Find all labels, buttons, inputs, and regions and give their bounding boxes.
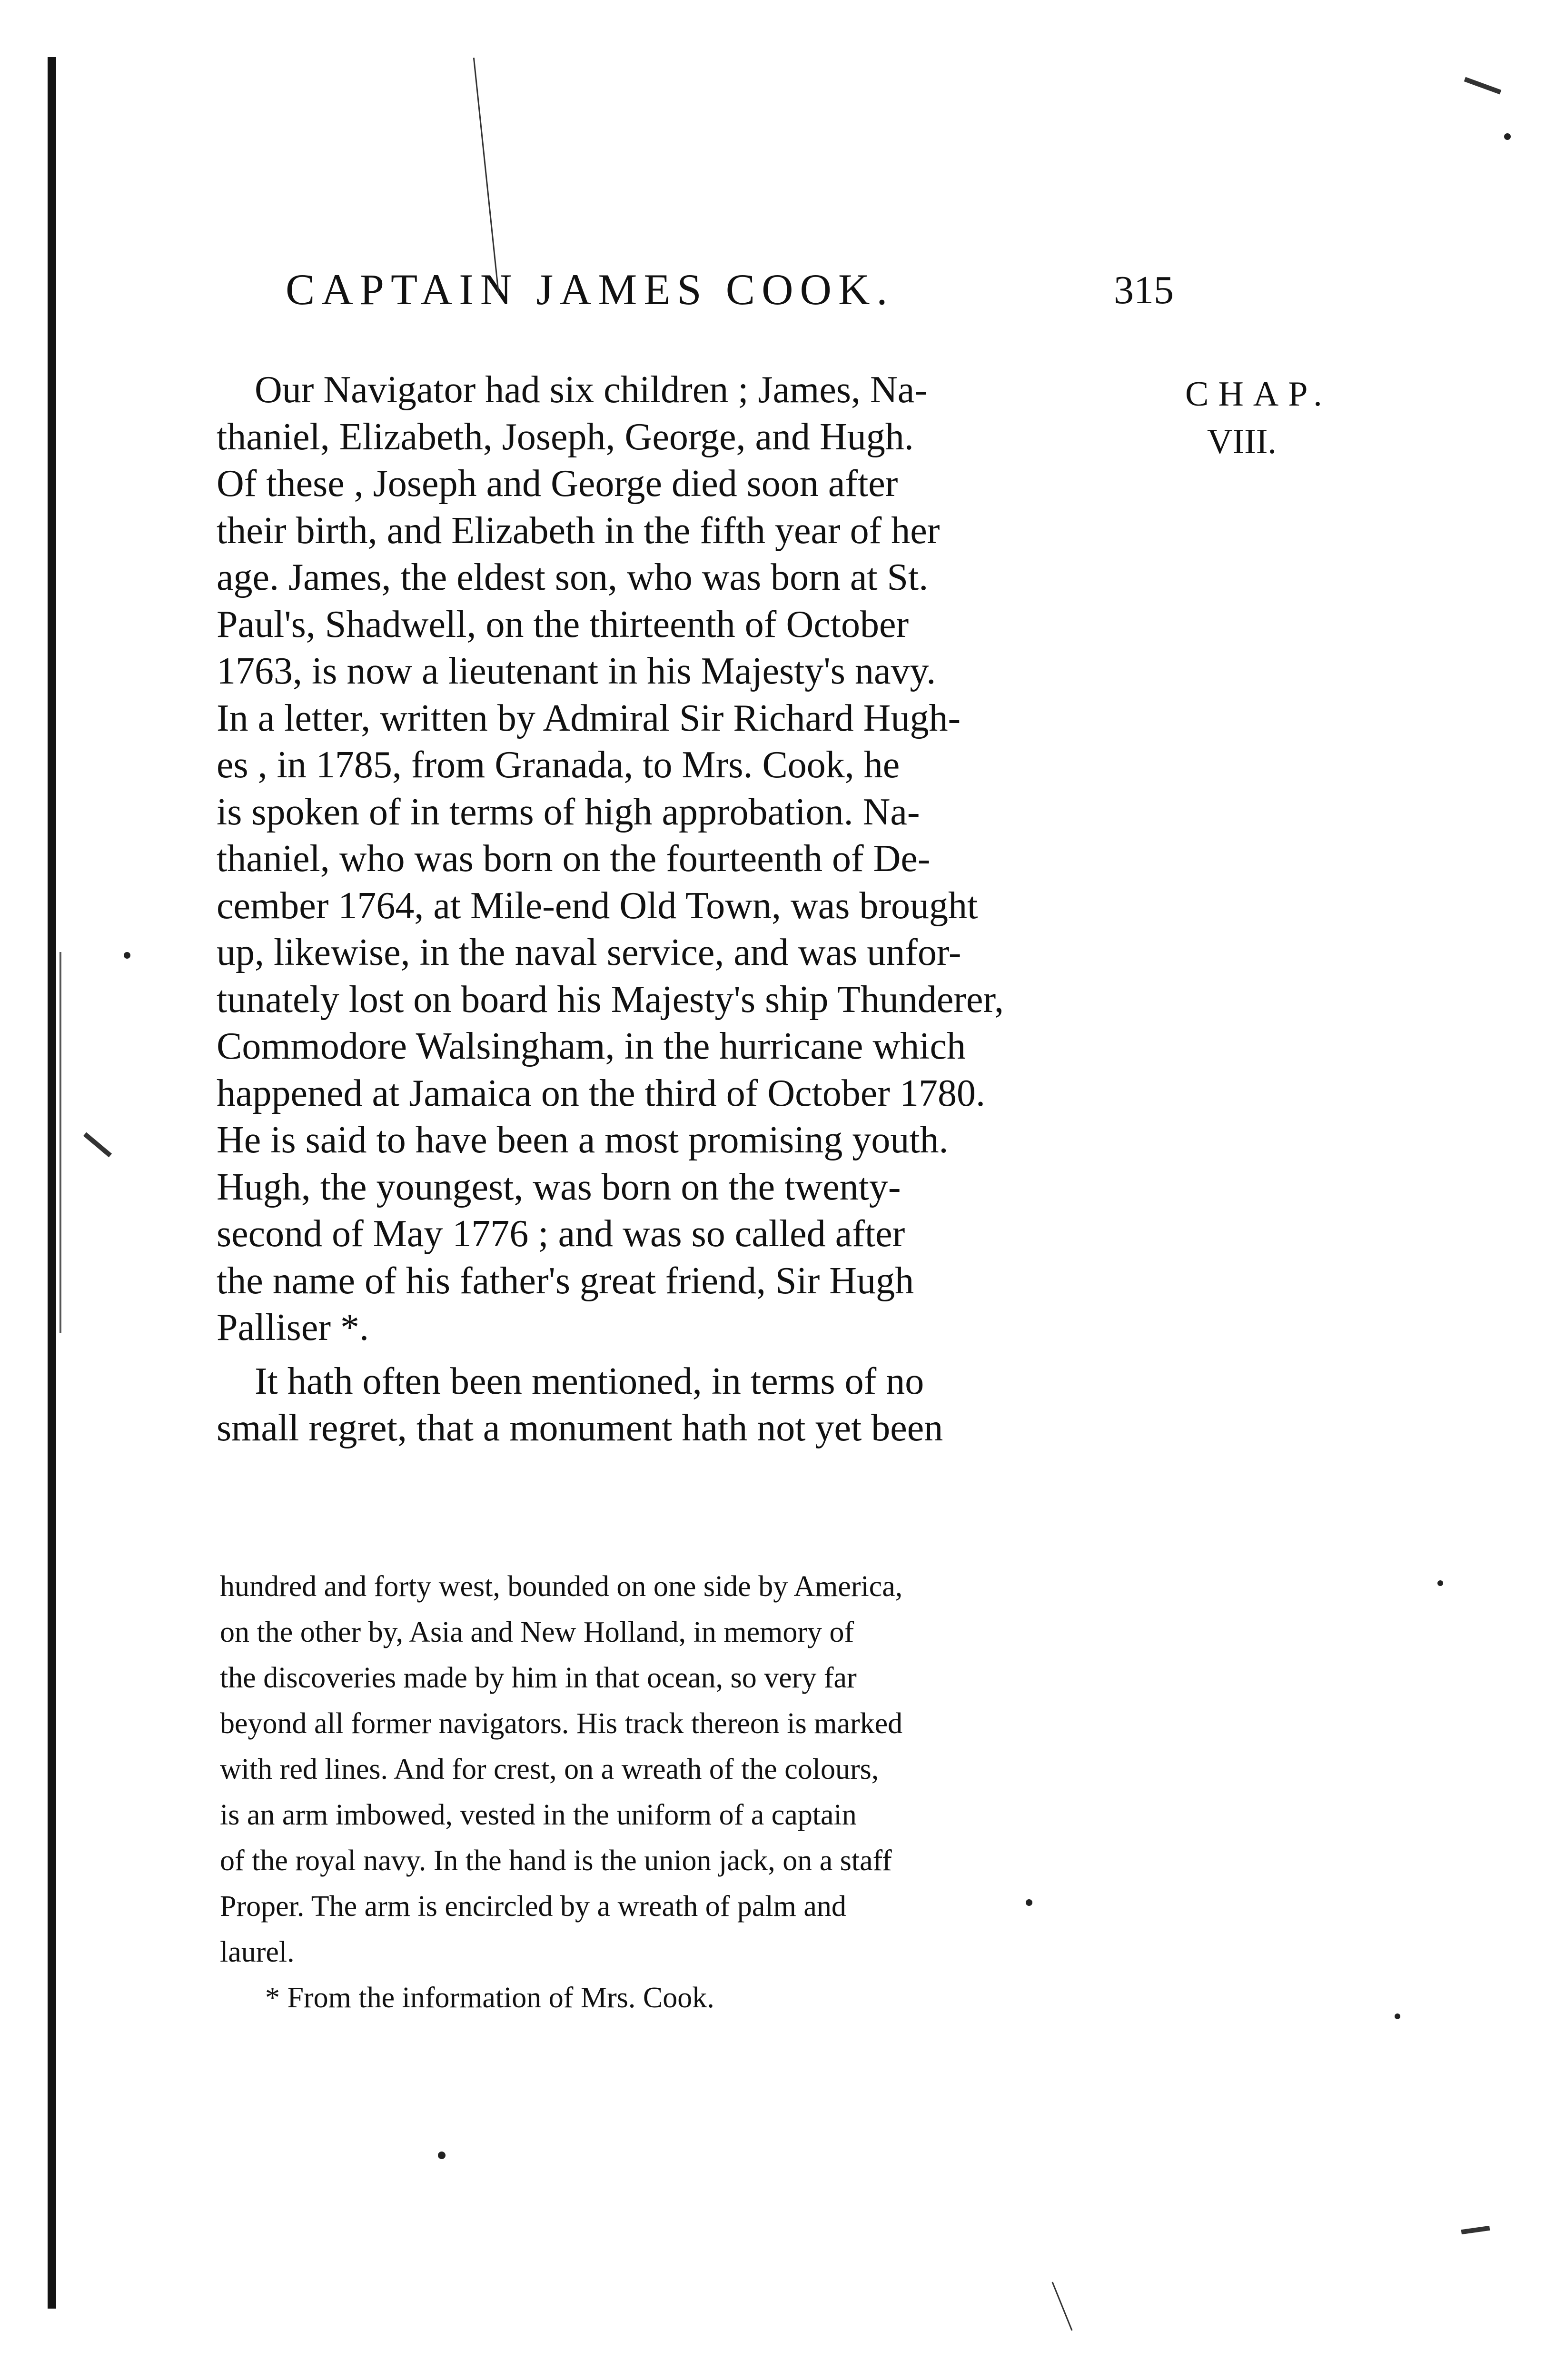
footnote-line: is an arm imbowed, vested in the uniform of a captain	[220, 1799, 857, 1831]
chapter-number: VIII.	[1207, 422, 1277, 461]
footnote-line: Proper. The arm is encircled by a wreath of palm and	[220, 1890, 846, 1923]
text-line: their birth, and Elizabeth in the fifth year of her	[217, 509, 940, 552]
text-line: the name of his father's great friend, Sir Hugh	[217, 1259, 914, 1302]
scan-speck	[124, 952, 130, 959]
page-header	[286, 264, 1190, 317]
text-line: He is said to have been a most promising youth.	[217, 1119, 949, 1161]
text-line: is spoken of in terms of high approbation. Na-	[217, 791, 920, 833]
scan-mark	[1464, 77, 1502, 95]
text-line: tunately lost on board his Majesty's ship Thunderer,	[217, 978, 1004, 1021]
text-line: second of May 1776 ; and was so called after	[217, 1213, 905, 1255]
binding-edge-shadow	[59, 952, 61, 1333]
text-line: In a letter, written by Admiral Sir Richard Hugh-	[217, 697, 961, 739]
running-title: CAPTAIN JAMES COOK.	[286, 265, 894, 314]
text-line: cember 1764, at Mile-end Old Town, was brought	[217, 884, 978, 927]
footnote-line: the discoveries made by him in that ocean, so very far	[220, 1662, 857, 1694]
page-number: 315	[1114, 268, 1174, 312]
text-line: Commodore Walsingham, in the hurricane which	[217, 1025, 966, 1067]
footnote-line: laurel.	[220, 1936, 295, 1968]
main-text	[217, 367, 1169, 1452]
text-line: Of these , Joseph and George died soon after	[217, 463, 898, 505]
chapter-label: CHAP.	[1185, 375, 1332, 414]
footnote-line: hundred and forty west, bounded on one side by America,	[220, 1570, 903, 1603]
text-line: Hugh, the youngest, was born on the twenty-	[217, 1166, 901, 1208]
text-line: Palliser *.	[217, 1307, 369, 1349]
footnote-line: on the other by, Asia and New Holland, in memory of	[220, 1616, 854, 1648]
text-line: es , in 1785, from Granada, to Mrs. Cook, he	[217, 744, 900, 786]
text-line: up, likewise, in the naval service, and was unfor-	[217, 932, 961, 973]
footnote-line: with red lines. And for crest, on a wreath of the colours,	[220, 1753, 879, 1785]
scan-speck	[1504, 133, 1511, 140]
scan-speck	[1437, 1580, 1443, 1586]
text-line: 1763, is now a lieutenant in his Majesty's navy.	[217, 650, 936, 692]
scan-mark	[1461, 2226, 1490, 2234]
footnote-line: beyond all former navigators. His track thereon is marked	[220, 1707, 903, 1740]
text-line: age. James, the eldest son, who was born at St.	[217, 556, 929, 598]
scan-mark	[83, 1132, 112, 1158]
text-line: small regret, that a monument hath not yet been	[217, 1407, 943, 1449]
text-line: It hath often been mentioned, in terms of no	[255, 1360, 924, 1402]
scan-mark	[473, 58, 499, 295]
text-line: thaniel, Elizabeth, Joseph, George, and Hugh.	[217, 416, 914, 458]
text-line: thaniel, who was born on the fourteenth of De-	[217, 838, 931, 880]
scan-speck	[1395, 2013, 1400, 2019]
scan-speck	[438, 2152, 446, 2159]
binding-edge	[48, 57, 56, 2309]
scan-speck	[1026, 1899, 1032, 1906]
footnote-line: of the royal navy. In the hand is the union jack, on a staff	[220, 1844, 892, 1877]
text-line: Our Navigator had six children ; James, Na-	[255, 369, 927, 411]
scan-mark	[1052, 2281, 1073, 2330]
text-line: happened at Jamaica on the third of October 1780.	[217, 1072, 985, 1114]
text-line: Paul's, Shadwell, on the thirteenth of October	[217, 603, 909, 645]
footnote-marker-line: * From the information of Mrs. Cook.	[265, 1982, 714, 2014]
marginal-note	[1185, 370, 1357, 466]
footnote	[220, 1564, 1172, 2021]
